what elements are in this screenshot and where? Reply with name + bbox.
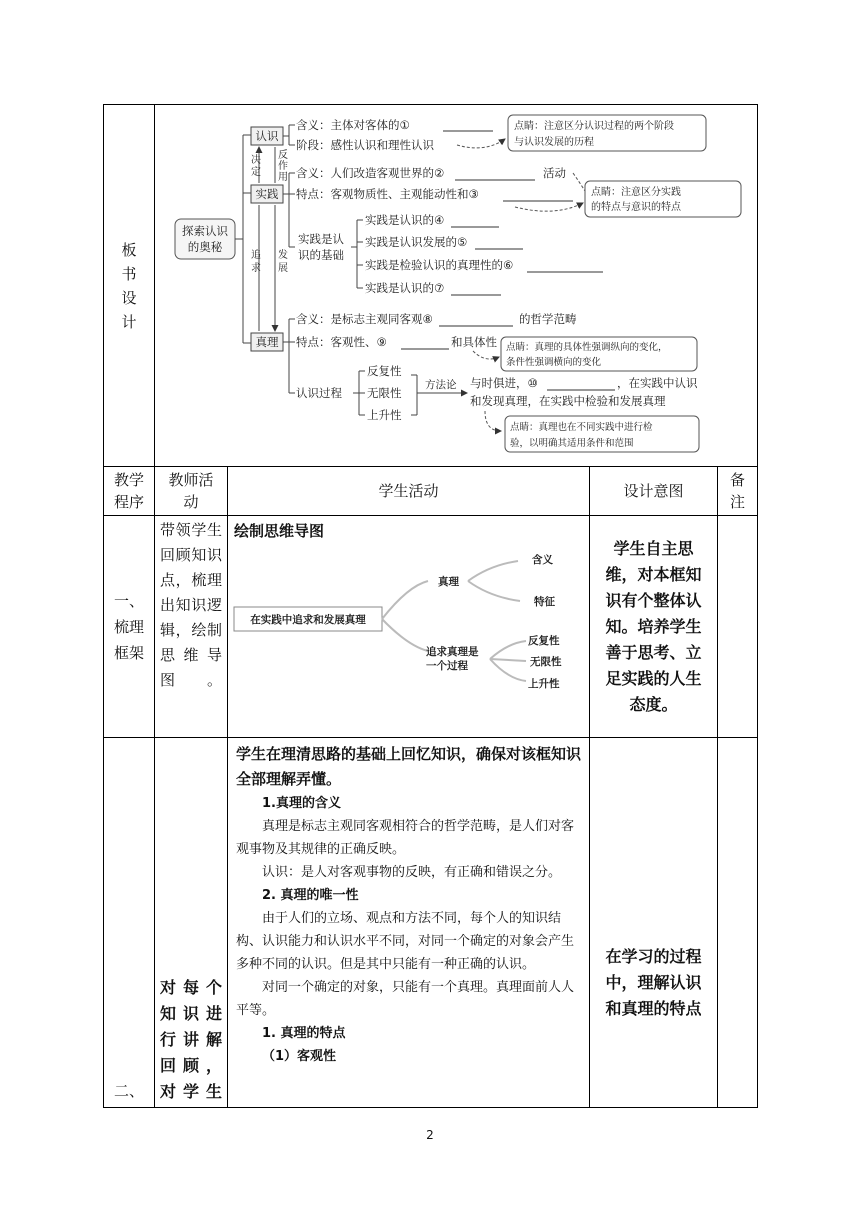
row2-teacher: 对每个知识进行讲解回顾，对学生 xyxy=(155,738,228,1108)
shijian-meaning-tail: 活动 xyxy=(543,166,566,180)
note1-line1: 点睛：注意区分认识过程的两个阶段 xyxy=(514,121,674,132)
method-line2: 和发现真理，在实践中检验和发展真理 xyxy=(470,394,666,408)
root-text: 探索认识的奥秘 xyxy=(182,224,228,254)
zhenli-meaning: 含义：是标志主观同客观⑧ xyxy=(296,312,433,326)
rel-pursue-2: 求 xyxy=(251,263,261,274)
basis-1: 实践是认识的④ xyxy=(365,213,445,227)
rel-pursue-1: 追 xyxy=(251,250,261,261)
basis-4: 实践是认识的⑦ xyxy=(365,281,445,295)
map-root: 在实践中追求和发展真理 xyxy=(250,614,366,626)
shijian-feature: 特点：客观物质性、主观能动性和③ xyxy=(296,187,479,201)
rel-react-1: 反 xyxy=(278,150,288,161)
row1-student xyxy=(228,516,590,738)
method-line1: 与时俱进，⑩ xyxy=(470,376,538,390)
header-program: 教学程序 xyxy=(104,467,155,516)
zhenli-meaning-tail: 的哲学范畴 xyxy=(519,312,577,326)
map-truth: 真理 xyxy=(438,576,459,588)
basis-label-2: 识的基础 xyxy=(298,248,344,262)
method-label: 方法论 xyxy=(425,379,457,391)
rel-develop-1: 发 xyxy=(278,250,288,261)
note2-line1: 点睛：注意区分实践 xyxy=(591,187,681,198)
page-number: 2 xyxy=(426,1128,434,1142)
row1-teacher: 带领学生回顾知识点，梳理出知识逻辑，绘制思维导图。 xyxy=(155,516,228,738)
row2-intent: 在学习的过程中，理解认识和真理的特点 xyxy=(590,738,718,1108)
row2-student xyxy=(228,738,590,1108)
shijian-meaning: 含义：人们改造客观世界的② xyxy=(296,166,445,180)
note1-line2: 与认识发展的历程 xyxy=(514,137,594,148)
row2-h3: 1. 真理的特点 xyxy=(262,1026,346,1041)
zhenli-feature-tail: 和具体性 xyxy=(451,335,497,349)
row2-label: 二、 xyxy=(104,738,155,1108)
row2-p4: 对同一个确定的对象，只能有一个真理。真理面前人人平等。 xyxy=(236,980,575,1018)
lesson-plan-table xyxy=(103,104,758,1108)
process-2: 无限性 xyxy=(367,386,402,400)
row1-note xyxy=(718,516,758,738)
header-intent: 设计意图 xyxy=(590,467,718,516)
row1-student-title: 绘制思维导图 xyxy=(234,522,325,540)
process-1: 反复性 xyxy=(367,364,402,378)
map-p1: 反复性 xyxy=(528,635,560,647)
note4-line2: 验，以明确其适用条件和范围 xyxy=(510,438,634,449)
header-note: 备注 xyxy=(718,467,758,516)
header-teacher: 教师活动 xyxy=(155,467,228,516)
note3-line1: 点睛：真理的具体性强调纵向的变化， xyxy=(506,342,668,353)
board-design-row xyxy=(104,105,758,467)
row1-intent: 学生自主思维，对本框知识有个整体认知。培养学生善于思考、立足实践的人生态度。 xyxy=(590,516,718,738)
map-p2: 无限性 xyxy=(530,656,562,668)
rel-react-2: 作 xyxy=(278,161,288,172)
basis-2: 实践是认识发展的⑤ xyxy=(365,235,468,249)
row2-h2: 2. 真理的唯一性 xyxy=(262,888,359,903)
board-design-label: 板书设计 xyxy=(104,105,155,467)
row-review xyxy=(104,738,758,1108)
rel-decide-2: 定 xyxy=(251,167,261,178)
note2-line2: 的特点与意识的特点 xyxy=(591,202,681,213)
basis-3: 实践是检验认识的真理性的⑥ xyxy=(365,258,514,272)
header-student: 学生活动 xyxy=(228,467,590,516)
node-zhenli-text: 真理 xyxy=(255,335,279,349)
note3-line2: 条件性强调横向的变化 xyxy=(506,357,602,368)
map-meaning: 含义 xyxy=(532,554,553,566)
row2-h1: 1.真理的含义 xyxy=(262,796,341,811)
process-label: 认识过程 xyxy=(296,386,342,400)
header-row xyxy=(104,467,758,516)
row2-p3: 由于人们的立场、观点和方法不同，每个人的知识结构、认识能力和认识水平不同，对同一个确定的对象会产生多种不同的认识。但是其中只能有一种正确的认识。 xyxy=(236,911,575,972)
renshi-stage: 阶段：感性认识和理性认识 xyxy=(296,138,434,152)
map-feature: 特征 xyxy=(534,596,555,608)
method-line1-tail: ，在实践中认识 xyxy=(617,376,698,390)
row2-p2: 认识：是人对客观事物的反映，有正确和错误之分。 xyxy=(262,865,562,880)
row2-note xyxy=(718,738,758,1108)
map-process-2: 一个过程 xyxy=(426,660,468,672)
board-design-cell xyxy=(155,105,758,467)
node-shijian-text: 实践 xyxy=(255,187,279,201)
map-process-1: 追求真理是 xyxy=(426,646,479,658)
zhenli-feature: 特点：客观性、⑨ xyxy=(296,335,387,349)
process-3: 上升性 xyxy=(367,408,402,422)
rel-decide-1: 决 xyxy=(251,155,261,166)
row1-label: 一、梳理框架 xyxy=(104,516,155,738)
node-renshi-text: 认识 xyxy=(255,129,279,143)
basis-label-1: 实践是认 xyxy=(298,232,344,246)
framework-mindmap xyxy=(228,541,588,721)
row2-p1: 真理是标志主观同客观相符合的哲学范畴，是人们对客观事物及其规律的正确反映。 xyxy=(236,819,575,857)
row2-h4: （1）客观性 xyxy=(262,1049,337,1064)
board-mindmap xyxy=(155,105,757,462)
note4-line1: 点睛：真理也在不同实践中进行检 xyxy=(510,422,653,433)
row2-intro: 学生在理清思路的基础上回忆知识，确保对该框知识全部理解弄懂。 xyxy=(236,745,582,788)
row-framework xyxy=(104,516,758,738)
map-p3: 上升性 xyxy=(528,678,560,690)
rel-develop-2: 展 xyxy=(278,263,288,274)
rel-react-3: 用 xyxy=(278,172,288,183)
renshi-meaning: 含义：主体对客体的① xyxy=(296,118,410,132)
